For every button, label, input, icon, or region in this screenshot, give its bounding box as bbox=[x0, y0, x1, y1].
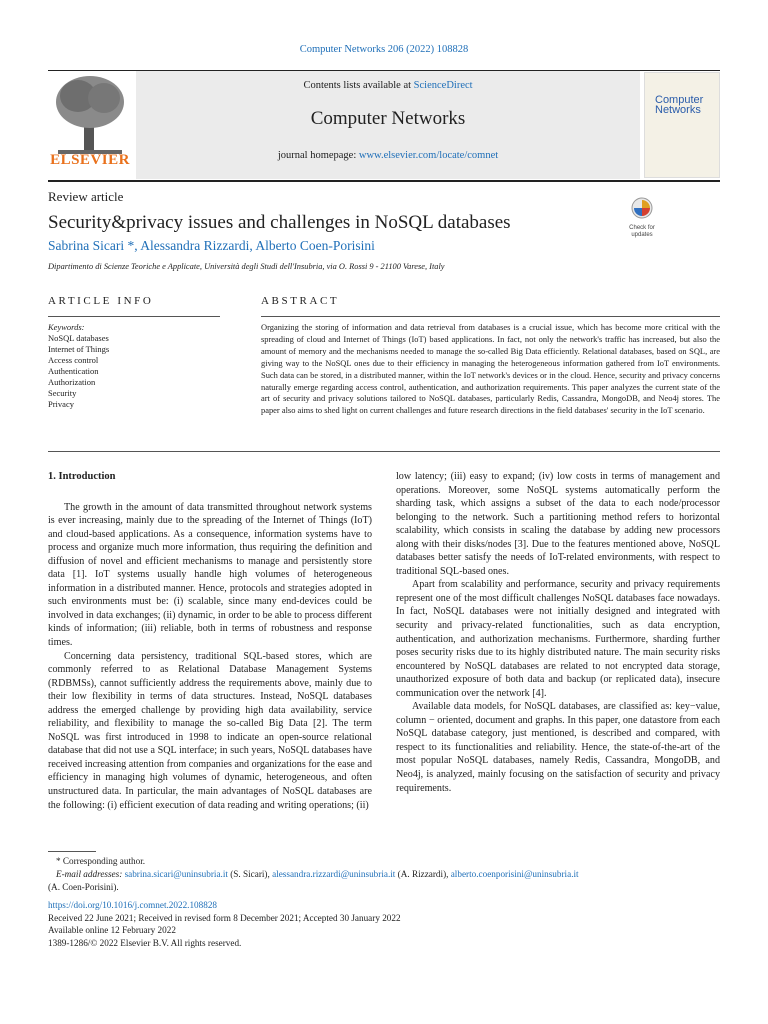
contents-prefix: Contents lists available at bbox=[303, 80, 414, 91]
abstract-heading: ABSTRACT bbox=[261, 295, 340, 307]
received-dates: Received 22 June 2021; Received in revised form 8 December 2021; Accepted 30 January 2022 bbox=[48, 912, 401, 923]
body-paragraph: The growth in the amount of data transmitted throughout network systems is ever increasing, mainly due to the spreading of the Internet of Things (IoT) and cloud-based applications. As a consequence, information systems have to process and organize much more information, thus requiring the definition and diffusion of novel and efficient mechanisms to manage and persistently store data [1]. IoT systems usually handle high volumes of heterogeneous information in a distributed manner. Hence, protocols and strategies adopted in such environments must be: (i) scalable, since many end-devices could be involved in data exchanges; (ii) dynamic, in order to be able to process different kinds of information; (iii) reliable, both in terms of robustness and response times. bbox=[48, 501, 372, 649]
journal-name: Computer Networks bbox=[310, 108, 466, 129]
publication-info bbox=[48, 899, 720, 949]
journal-homepage bbox=[136, 150, 640, 161]
body-paragraph: Apart from scalability and performance, security and privacy requirements represent one of the most difficult challenges NoSQL databases face nowadays. In fact, NoSQL databases were not initially designed and integrated with security and privacy-related functionalities, such as data encryption, authentication, and authorization mechanisms. Furthermore, sharding further poses security risks due to its highly distributed nature. The main security risks encountered by NoSQL databases are related to not encrypted data storage, unauthorized exposure of both data and backup (or replicated data), insecure communication over the network [4]. bbox=[396, 579, 720, 699]
header-bottom-rule bbox=[48, 180, 720, 182]
body-column-left bbox=[48, 470, 372, 812]
journal-citation-link[interactable]: Computer Networks 206 (2022) 108828 bbox=[299, 44, 469, 55]
online-date: Available online 12 February 2022 bbox=[48, 925, 176, 935]
article-info-heading: ARTICLE INFO bbox=[48, 295, 154, 307]
homepage-link[interactable]: www.elsevier.com/locate/comnet bbox=[358, 150, 499, 161]
email-owner: (S. Sicari), bbox=[227, 869, 273, 879]
check-updates-label: Check for updates bbox=[629, 225, 655, 238]
abstract-rule bbox=[261, 316, 720, 317]
abstract-text: Organizing the storing of information and data retrieval from databases is a crucial issue, which has become more critical with the spreading of cloud and Internet of Things (IoT) based applications. In fact, not only the network's traffic has increased, but also the amount of memory and the mechanisms needed to manage the so-called Big Data efficiently. Relational databases, based on SQL, are giving way to the NoSQL ones due to their efficiency in managing the heterogeneous information gathered from IoT environments. Such data can be stored, in a distributed manner, within the IoT network's devices or in the cloud. Hence, security and privacy concerns naturally emerge regarding access control, authentication, and authorization requirements. This paper analyzes the current state of the art of security and privacy solutions tailored to NoSQL databases, particularly Redis, Cassandra, MongoDB, and Neo4j stores. The paper also aims to shed light on current challenges and future research directions in the field databases' security in the IoT scenario. bbox=[261, 322, 720, 416]
keywords-label: Keywords: bbox=[48, 322, 85, 332]
journal-cover-thumbnail bbox=[644, 72, 720, 178]
keyword-item: Authorization bbox=[48, 377, 96, 387]
doi-link[interactable]: https://doi.org/10.1016/j.comnet.2022.108828 bbox=[48, 900, 218, 910]
affiliation: Dipartimento di Scienze Teoriche e Applicate, Università degli Studi dell'Insubria, via O. Rossi 9 - 21100 Varese, Italy bbox=[48, 262, 445, 271]
body-paragraph: Concerning data persistency, traditional SQL-based stores, which are commonly referred to as Relational Database Management Systems (RDBMSs), cannot sufficiently address the requirements above, mainly due to their low flexibility in terms of data structures. Instead, NoSQL databases address the emerged challenge by providing high data availability, service reliability, and flexibility to manage the so-called Big Data [2]. The term NoSQL was first introduced in 1998 to indicate an open-source relational database that did not use a SQL interface; in such years, NoSQL databases have received increasing attention from companies and organizations for the ease and efficiency in managing high volumes of dynamic, heterogeneous, and often unstructured data. In particular, the main advantages of NoSQL databases are the following: (i) efficient execution of data reading and writing operations; (ii) bbox=[48, 650, 372, 811]
email-owner: (A. Rizzardi), bbox=[395, 869, 451, 879]
article-title: Security&privacy issues and challenges in NoSQL databases bbox=[48, 212, 511, 233]
section-heading: 1. Introduction bbox=[48, 471, 116, 482]
body-paragraph: low latency; (iii) easy to expand; (iv) low costs in terms of management and operations. Moreover, some NoSQL systems automatically perform the sharding task, which assigns a subset of the data to each node/processor belonging to the network. Such a partitioning method refers to horizontal scalability, which consists in scaling the database by adding new processors along with their disks/nodes [3]. Due to the features mentioned above, NoSQL databases better satisfy the needs of IoT-related environments, with respect to traditional SQL-based ones. bbox=[396, 471, 720, 577]
homepage-prefix: journal homepage: bbox=[277, 150, 359, 161]
email-link-sicari[interactable]: sabrina.sicari@uninsubria.it bbox=[124, 869, 228, 879]
check-for-updates-badge[interactable] bbox=[622, 196, 662, 238]
email-line bbox=[48, 868, 720, 881]
keyword-item: NoSQL databases bbox=[48, 333, 109, 343]
corresponding-author-note: * Corresponding author. bbox=[56, 856, 146, 866]
abstract-end-rule bbox=[48, 451, 720, 452]
body-paragraph: Available data models, for NoSQL databases, are classified as: key−value, column − oriented, document and graphs. In this paper, one datastore from each NoSQL database category, just mentioned, is described and compared, with respect to its functionalities and reliability. Hence, the state-of-the-art of the most popular NoSQL databases, namely Redis, Cassandra, MongoDB, and Neo4j, is analyzed, mainly focusing on the satisfaction of security and privacy requirements. bbox=[396, 701, 720, 794]
keyword-item: Authentication bbox=[48, 366, 99, 376]
cover-title: Computer Networks bbox=[655, 94, 704, 116]
keyword-item: Access control bbox=[48, 355, 99, 365]
contents-line bbox=[136, 80, 640, 91]
keywords-block bbox=[48, 322, 220, 410]
email-owner: (A. Coen-Porisini). bbox=[48, 882, 119, 892]
sciencedirect-link[interactable]: ScienceDirect bbox=[413, 80, 473, 91]
email-link-rizzardi[interactable]: alessandra.rizzardi@uninsubria.it bbox=[272, 869, 396, 879]
email-label: E-mail addresses: bbox=[56, 869, 125, 879]
author-list[interactable]: Sabrina Sicari *, Alessandra Rizzardi, Alberto Coen-Porisini bbox=[48, 238, 375, 253]
keyword-item: Privacy bbox=[48, 399, 74, 409]
body-column-right bbox=[396, 470, 720, 795]
check-updates-icon bbox=[622, 196, 662, 220]
publisher-wordmark: ELSEVIER bbox=[50, 152, 130, 168]
article-info-rule bbox=[48, 316, 220, 317]
keyword-item: Internet of Things bbox=[48, 344, 110, 354]
email-link-coen-porisini[interactable]: alberto.coenporisini@uninsubria.it bbox=[450, 869, 579, 879]
copyright: 1389-1286/© 2022 Elsevier B.V. All rights reserved. bbox=[48, 937, 242, 948]
keyword-item: Security bbox=[48, 388, 77, 398]
article-type: Review article bbox=[48, 189, 124, 204]
footnote bbox=[48, 855, 720, 894]
footnote-rule bbox=[48, 851, 96, 852]
